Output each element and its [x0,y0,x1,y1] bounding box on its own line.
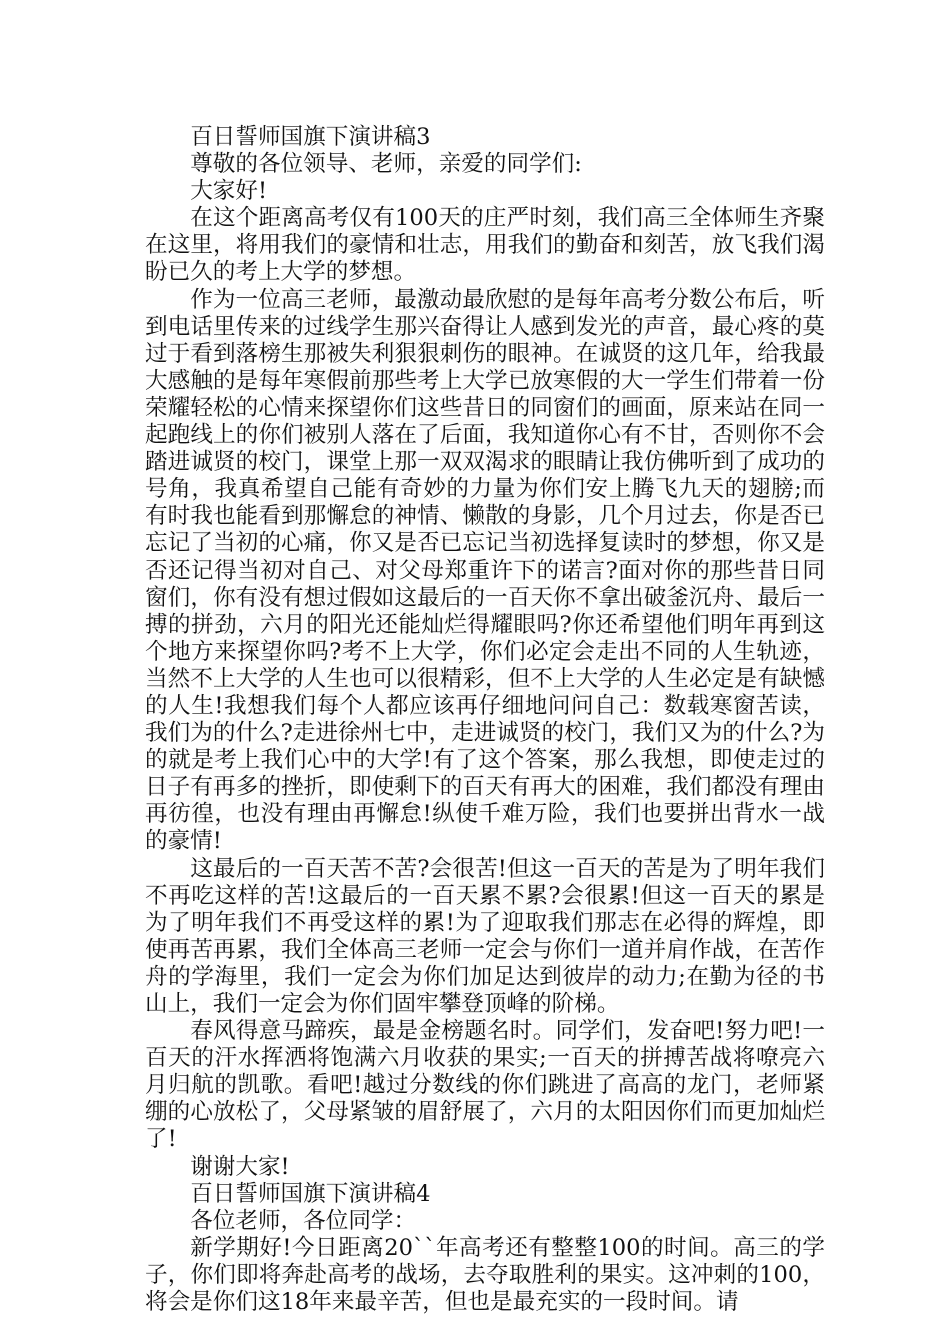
greeting: 大家好! [190,178,268,205]
body-paragraph: 春风得意马蹄疾，最是金榜题名时。同学们，发奋吧!努力吧!一百天的汗水挥洒将饱满六月收获的果实;一百天的拼搏苦战将嘹亮六月归航的凯歌。看吧!越过分数线的你们跳进了高高的龙门，老师紧绷的心放松了，父母紧皱的眉舒展了，六月的太阳因你们而更加灿烂了! [145,1018,825,1153]
body-paragraph: 这最后的一百天苦不苦?会很苦!但这一百天的苦是为了明年我们不再吃这样的苦!这最后的一百天累不累?会很累!但这一百天的累是为了明年我们不再受这样的累!为了迎取我们那志在必得的辉煌，即使再苦再累，我们全体高三老师一定会与你们一道并肩作战，在苦作舟的学海里，我们一定会为你们加足达到彼岸的动力;在勤为径的书山上，我们一定会为你们固牢攀登顶峰的阶梯。 [145,855,825,1017]
salutation: 各位老师，各位同学： [190,1207,417,1234]
closing-thanks: 谢谢大家! [190,1153,290,1180]
document-page [145,124,825,1316]
salutation: 尊敬的各位领导、老师，亲爱的同学们: [190,151,582,178]
speech-title-3: 百日誓师国旗下演讲稿3 [190,124,431,150]
body-paragraph: 作为一位高三老师，最激动最欣慰的是每年高考分数公布后，听到电话里传来的过线学生那兴奋得让人感到发光的声音，最心疼的莫过于看到落榜生那被失利狠狠刺伤的眼神。在诚贤的这几年，给我最大感触的是每年寒假前那些考上大学已放寒假的大一学生们带着一份荣耀轻松的心情来探望你们这些昔日的同窗们的画面，原来站在同一起跑线上的你们被别人落在了后面，我知道你心有不甘，否则你不会踏进诚贤的校门，课堂上那一双双渴求的眼睛让我仿佛听到了成功的号角，我真希望自己能有奇妙的力量为你们安上腾飞九天的翅膀;而有时我也能看到那懈怠的神情、懒散的身影，几个月过去，你是否已忘记了当初的心痛，你又是否已忘记当初选择复读时的梦想，你又是否还记得当初对自己、对父母郑重许下的诺言?面对你的那些昔日同窗们，你有没有想过假如这最后的一百天你不拿出破釜沉舟、最后一搏的拼劲，六月的阳光还能灿烂得耀眼吗?你还希望他们明年再到这个地方来探望你吗?考不上大学，你们必定会走出不同的人生轨迹，当然不上大学的人生也可以很精彩，但不上大学的人生必定是有缺憾的人生!我想我们每个人都应该再仔细地问问自己：数载寒窗苦读，我们为的什么?走进徐州七中，走进诚贤的校门，我们又为的什么?为的就是考上我们心中的大学!有了这个答案，那么我想，即使走过的日子有再多的挫折，即使剩下的百天有再大的困难，我们都没有理由再彷徨，也没有理由再懈怠!纵使千难万险，我们也要拼出背水一战的豪情! [145,286,825,855]
speech-title-4: 百日誓师国旗下演讲稿4 [190,1180,431,1207]
body-paragraph: 新学期好!今日距离20``年高考还有整整100的时间。高三的学子，你们即将奔赴高考的战场，去夺取胜利的果实。这冲刺的100，将会是你们这18年来最辛苦，但也是最充实的一段时间。请 [145,1234,825,1316]
body-paragraph: 在这个距离高考仅有100天的庄严时刻，我们高三全体师生齐聚在这里，将用我们的豪情和壮志，用我们的勤奋和刻苦，放飞我们渴盼已久的考上大学的梦想。 [145,205,825,286]
